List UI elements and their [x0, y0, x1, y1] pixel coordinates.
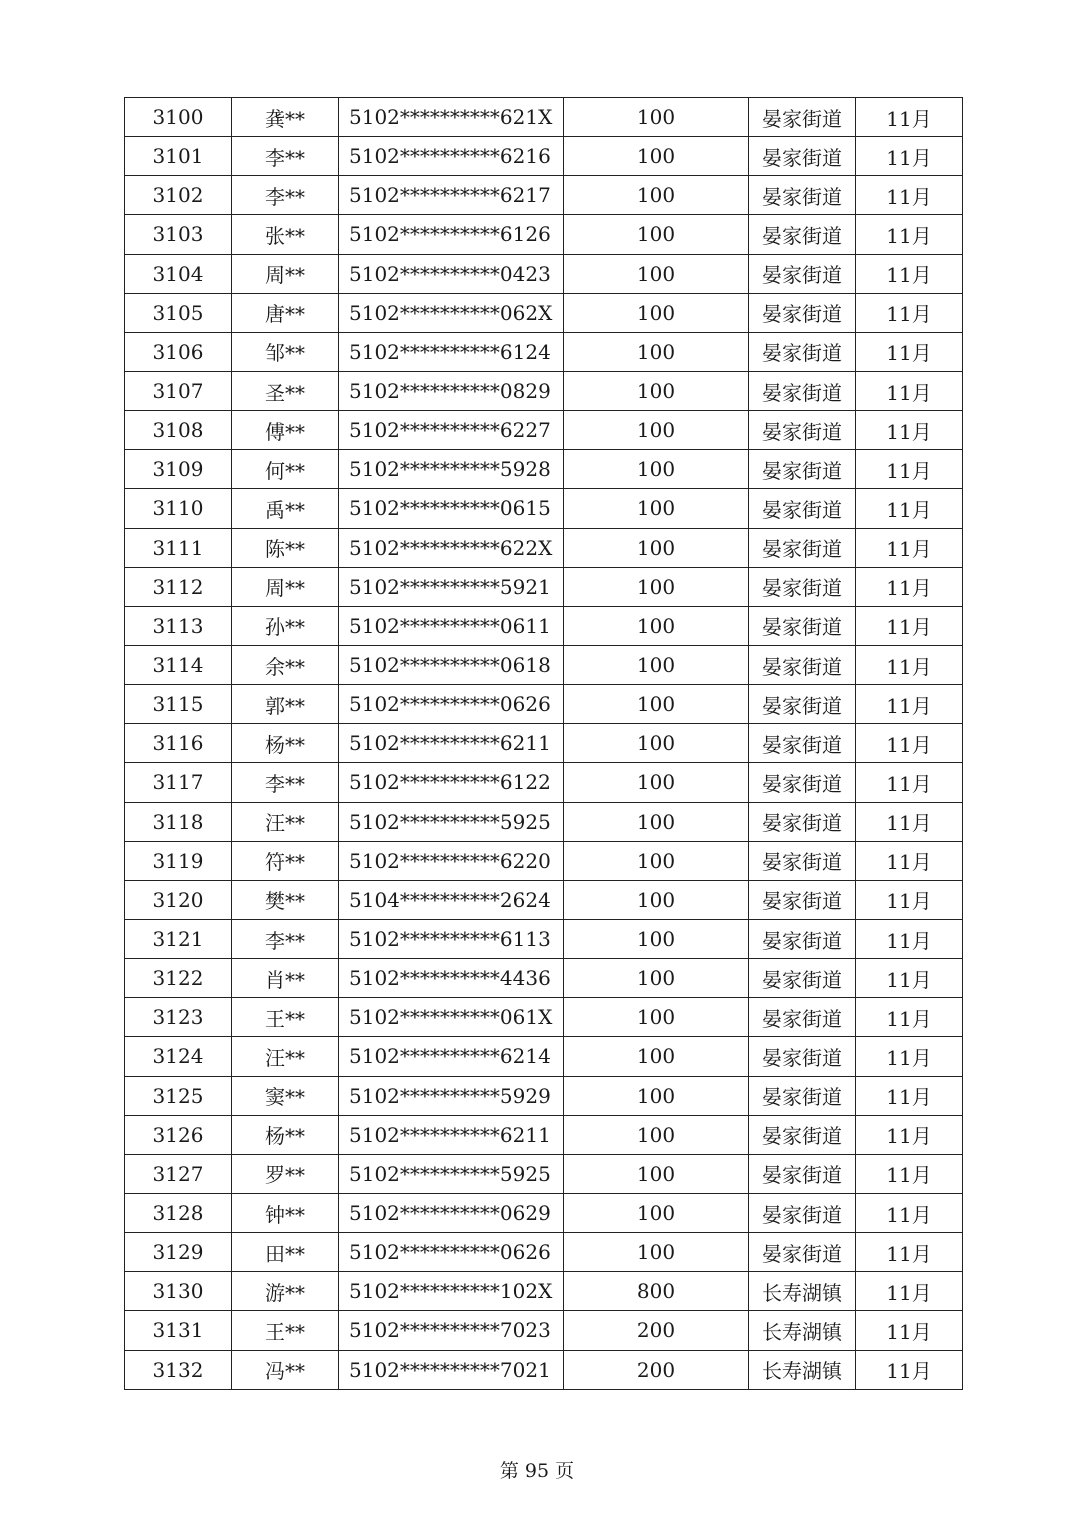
- table-row: [125, 254, 963, 293]
- area-cell: 晏家街道: [749, 1076, 856, 1115]
- area-cell: 晏家街道: [749, 959, 856, 998]
- table-row: [125, 802, 963, 841]
- id-number-cell: 5102**********102X: [339, 1272, 564, 1311]
- id-number-cell: 5102**********6122: [339, 763, 564, 802]
- area-cell: 晏家街道: [749, 1154, 856, 1193]
- month-cell: 11月: [856, 645, 963, 684]
- area-cell: 晏家街道: [749, 567, 856, 606]
- serial-number-cell: 3130: [125, 1272, 232, 1311]
- serial-number-cell: 3104: [125, 254, 232, 293]
- name-cell: 冯**: [232, 1350, 339, 1389]
- page-number: 第 95 页: [499, 1460, 575, 1482]
- serial-number-cell: 3117: [125, 763, 232, 802]
- table-row: [125, 1311, 963, 1350]
- name-cell: 何**: [232, 450, 339, 489]
- area-cell: 晏家街道: [749, 880, 856, 919]
- table-row: [125, 1154, 963, 1193]
- serial-number-cell: 3122: [125, 959, 232, 998]
- name-cell: 孙**: [232, 606, 339, 645]
- name-cell: 李**: [232, 919, 339, 958]
- table-row: [125, 880, 963, 919]
- month-cell: 11月: [856, 1037, 963, 1076]
- table-row: [125, 1037, 963, 1076]
- serial-number-cell: 3114: [125, 645, 232, 684]
- serial-number-cell: 3128: [125, 1193, 232, 1232]
- id-number-cell: 5102**********4436: [339, 959, 564, 998]
- id-number-cell: 5102**********061X: [339, 998, 564, 1037]
- amount-cell: 800: [564, 1272, 749, 1311]
- id-number-cell: 5102**********0423: [339, 254, 564, 293]
- month-cell: 11月: [856, 606, 963, 645]
- id-number-cell: 5102**********0629: [339, 1193, 564, 1232]
- id-number-cell: 5102**********062X: [339, 293, 564, 332]
- month-cell: 11月: [856, 98, 963, 137]
- month-cell: 11月: [856, 528, 963, 567]
- table-row: [125, 567, 963, 606]
- amount-cell: 100: [564, 841, 749, 880]
- area-cell: 长寿湖镇: [749, 1311, 856, 1350]
- id-number-cell: 5102**********6220: [339, 841, 564, 880]
- area-cell: 长寿湖镇: [749, 1350, 856, 1389]
- serial-number-cell: 3101: [125, 137, 232, 176]
- id-number-cell: 5104**********2624: [339, 880, 564, 919]
- amount-cell: 100: [564, 332, 749, 371]
- name-cell: 邹**: [232, 332, 339, 371]
- name-cell: 郭**: [232, 685, 339, 724]
- month-cell: 11月: [856, 685, 963, 724]
- table-row: [125, 1350, 963, 1389]
- serial-number-cell: 3100: [125, 98, 232, 137]
- amount-cell: 100: [564, 880, 749, 919]
- table-row: [125, 841, 963, 880]
- id-number-cell: 5102**********6126: [339, 215, 564, 254]
- area-cell: 晏家街道: [749, 215, 856, 254]
- month-cell: 11月: [856, 841, 963, 880]
- serial-number-cell: 3126: [125, 1115, 232, 1154]
- area-cell: 晏家街道: [749, 606, 856, 645]
- area-cell: 晏家街道: [749, 685, 856, 724]
- table-row: [125, 137, 963, 176]
- name-cell: 窦**: [232, 1076, 339, 1115]
- serial-number-cell: 3129: [125, 1233, 232, 1272]
- id-number-cell: 5102**********0611: [339, 606, 564, 645]
- serial-number-cell: 3116: [125, 724, 232, 763]
- area-cell: 晏家街道: [749, 919, 856, 958]
- month-cell: 11月: [856, 1154, 963, 1193]
- amount-cell: 100: [564, 489, 749, 528]
- amount-cell: 100: [564, 763, 749, 802]
- table-row: [125, 959, 963, 998]
- month-cell: 11月: [856, 371, 963, 410]
- id-number-cell: 5102**********6216: [339, 137, 564, 176]
- month-cell: 11月: [856, 1193, 963, 1232]
- month-cell: 11月: [856, 919, 963, 958]
- amount-cell: 100: [564, 450, 749, 489]
- month-cell: 11月: [856, 254, 963, 293]
- table-row: [125, 998, 963, 1037]
- month-cell: 11月: [856, 450, 963, 489]
- table-row: [125, 1233, 963, 1272]
- table-row: [125, 645, 963, 684]
- amount-cell: 100: [564, 528, 749, 567]
- id-number-cell: 5102**********621X: [339, 98, 564, 137]
- serial-number-cell: 3124: [125, 1037, 232, 1076]
- area-cell: 晏家街道: [749, 763, 856, 802]
- serial-number-cell: 3111: [125, 528, 232, 567]
- amount-cell: 100: [564, 724, 749, 763]
- area-cell: 晏家街道: [749, 1193, 856, 1232]
- table-row: [125, 919, 963, 958]
- month-cell: 11月: [856, 998, 963, 1037]
- serial-number-cell: 3108: [125, 411, 232, 450]
- id-number-cell: 5102**********5929: [339, 1076, 564, 1115]
- serial-number-cell: 3123: [125, 998, 232, 1037]
- id-number-cell: 5102**********0626: [339, 685, 564, 724]
- name-cell: 游**: [232, 1272, 339, 1311]
- table-row: [125, 724, 963, 763]
- month-cell: 11月: [856, 1076, 963, 1115]
- serial-number-cell: 3109: [125, 450, 232, 489]
- table-row: [125, 98, 963, 137]
- amount-cell: 100: [564, 685, 749, 724]
- amount-cell: 100: [564, 919, 749, 958]
- name-cell: 陈**: [232, 528, 339, 567]
- area-cell: 晏家街道: [749, 411, 856, 450]
- id-number-cell: 5102**********6211: [339, 724, 564, 763]
- area-cell: 晏家街道: [749, 1037, 856, 1076]
- month-cell: 11月: [856, 724, 963, 763]
- table-row: [125, 528, 963, 567]
- serial-number-cell: 3119: [125, 841, 232, 880]
- id-number-cell: 5102**********6113: [339, 919, 564, 958]
- month-cell: 11月: [856, 1272, 963, 1311]
- month-cell: 11月: [856, 293, 963, 332]
- amount-cell: 100: [564, 645, 749, 684]
- id-number-cell: 5102**********0615: [339, 489, 564, 528]
- table-row: [125, 1193, 963, 1232]
- table-row: [125, 371, 963, 410]
- amount-cell: 100: [564, 137, 749, 176]
- area-cell: 晏家街道: [749, 98, 856, 137]
- serial-number-cell: 3131: [125, 1311, 232, 1350]
- area-cell: 晏家街道: [749, 802, 856, 841]
- name-cell: 肖**: [232, 959, 339, 998]
- name-cell: 周**: [232, 567, 339, 606]
- amount-cell: 100: [564, 1115, 749, 1154]
- table-row: [125, 489, 963, 528]
- id-number-cell: 5102**********6124: [339, 332, 564, 371]
- name-cell: 李**: [232, 137, 339, 176]
- amount-cell: 100: [564, 998, 749, 1037]
- roster-table: [124, 97, 963, 1390]
- month-cell: 11月: [856, 1311, 963, 1350]
- id-number-cell: 5102**********7021: [339, 1350, 564, 1389]
- month-cell: 11月: [856, 1115, 963, 1154]
- area-cell: 晏家街道: [749, 528, 856, 567]
- name-cell: 王**: [232, 998, 339, 1037]
- serial-number-cell: 3105: [125, 293, 232, 332]
- name-cell: 张**: [232, 215, 339, 254]
- month-cell: 11月: [856, 880, 963, 919]
- name-cell: 李**: [232, 763, 339, 802]
- table-row: [125, 411, 963, 450]
- serial-number-cell: 3113: [125, 606, 232, 645]
- amount-cell: 200: [564, 1311, 749, 1350]
- id-number-cell: 5102**********0618: [339, 645, 564, 684]
- amount-cell: 100: [564, 1233, 749, 1272]
- id-number-cell: 5102**********5925: [339, 1154, 564, 1193]
- table-row: [125, 332, 963, 371]
- month-cell: 11月: [856, 411, 963, 450]
- area-cell: 晏家街道: [749, 371, 856, 410]
- area-cell: 晏家街道: [749, 489, 856, 528]
- month-cell: 11月: [856, 176, 963, 215]
- serial-number-cell: 3127: [125, 1154, 232, 1193]
- amount-cell: 100: [564, 293, 749, 332]
- amount-cell: 100: [564, 371, 749, 410]
- month-cell: 11月: [856, 1233, 963, 1272]
- area-cell: 长寿湖镇: [749, 1272, 856, 1311]
- area-cell: 晏家街道: [749, 645, 856, 684]
- serial-number-cell: 3132: [125, 1350, 232, 1389]
- amount-cell: 100: [564, 254, 749, 293]
- amount-cell: 100: [564, 1076, 749, 1115]
- table-row: [125, 685, 963, 724]
- id-number-cell: 5102**********622X: [339, 528, 564, 567]
- id-number-cell: 5102**********7023: [339, 1311, 564, 1350]
- month-cell: 11月: [856, 332, 963, 371]
- name-cell: 禹**: [232, 489, 339, 528]
- amount-cell: 100: [564, 606, 749, 645]
- amount-cell: 200: [564, 1350, 749, 1389]
- area-cell: 晏家街道: [749, 841, 856, 880]
- name-cell: 周**: [232, 254, 339, 293]
- table-row: [125, 606, 963, 645]
- amount-cell: 100: [564, 98, 749, 137]
- area-cell: 晏家街道: [749, 254, 856, 293]
- serial-number-cell: 3120: [125, 880, 232, 919]
- table-row: [125, 1076, 963, 1115]
- name-cell: 唐**: [232, 293, 339, 332]
- month-cell: 11月: [856, 137, 963, 176]
- name-cell: 汪**: [232, 1037, 339, 1076]
- serial-number-cell: 3112: [125, 567, 232, 606]
- month-cell: 11月: [856, 215, 963, 254]
- name-cell: 龚**: [232, 98, 339, 137]
- month-cell: 11月: [856, 1350, 963, 1389]
- month-cell: 11月: [856, 489, 963, 528]
- id-number-cell: 5102**********5921: [339, 567, 564, 606]
- name-cell: 杨**: [232, 724, 339, 763]
- name-cell: 李**: [232, 176, 339, 215]
- month-cell: 11月: [856, 763, 963, 802]
- roster-table-body: [125, 98, 963, 1390]
- id-number-cell: 5102**********0829: [339, 371, 564, 410]
- area-cell: 晏家街道: [749, 137, 856, 176]
- area-cell: 晏家街道: [749, 998, 856, 1037]
- id-number-cell: 5102**********6227: [339, 411, 564, 450]
- id-number-cell: 5102**********0626: [339, 1233, 564, 1272]
- table-row: [125, 293, 963, 332]
- area-cell: 晏家街道: [749, 450, 856, 489]
- id-number-cell: 5102**********5928: [339, 450, 564, 489]
- amount-cell: 100: [564, 1154, 749, 1193]
- name-cell: 王**: [232, 1311, 339, 1350]
- area-cell: 晏家街道: [749, 332, 856, 371]
- serial-number-cell: 3125: [125, 1076, 232, 1115]
- name-cell: 田**: [232, 1233, 339, 1272]
- id-number-cell: 5102**********6217: [339, 176, 564, 215]
- area-cell: 晏家街道: [749, 724, 856, 763]
- name-cell: 樊**: [232, 880, 339, 919]
- serial-number-cell: 3106: [125, 332, 232, 371]
- month-cell: 11月: [856, 959, 963, 998]
- serial-number-cell: 3110: [125, 489, 232, 528]
- table-row: [125, 1272, 963, 1311]
- month-cell: 11月: [856, 567, 963, 606]
- name-cell: 余**: [232, 645, 339, 684]
- id-number-cell: 5102**********6214: [339, 1037, 564, 1076]
- amount-cell: 100: [564, 802, 749, 841]
- id-number-cell: 5102**********5925: [339, 802, 564, 841]
- serial-number-cell: 3102: [125, 176, 232, 215]
- name-cell: 杨**: [232, 1115, 339, 1154]
- serial-number-cell: 3107: [125, 371, 232, 410]
- name-cell: 汪**: [232, 802, 339, 841]
- amount-cell: 100: [564, 567, 749, 606]
- month-cell: 11月: [856, 802, 963, 841]
- amount-cell: 100: [564, 176, 749, 215]
- area-cell: 晏家街道: [749, 293, 856, 332]
- name-cell: 圣**: [232, 371, 339, 410]
- serial-number-cell: 3118: [125, 802, 232, 841]
- serial-number-cell: 3103: [125, 215, 232, 254]
- area-cell: 晏家街道: [749, 1115, 856, 1154]
- serial-number-cell: 3121: [125, 919, 232, 958]
- area-cell: 晏家街道: [749, 176, 856, 215]
- amount-cell: 100: [564, 1193, 749, 1232]
- table-row: [125, 1115, 963, 1154]
- name-cell: 钟**: [232, 1193, 339, 1232]
- id-number-cell: 5102**********6211: [339, 1115, 564, 1154]
- table-row: [125, 763, 963, 802]
- amount-cell: 100: [564, 215, 749, 254]
- amount-cell: 100: [564, 1037, 749, 1076]
- table-row: [125, 215, 963, 254]
- table-row: [125, 176, 963, 215]
- table-row: [125, 450, 963, 489]
- name-cell: 罗**: [232, 1154, 339, 1193]
- amount-cell: 100: [564, 959, 749, 998]
- name-cell: 符**: [232, 841, 339, 880]
- amount-cell: 100: [564, 411, 749, 450]
- serial-number-cell: 3115: [125, 685, 232, 724]
- area-cell: 晏家街道: [749, 1233, 856, 1272]
- name-cell: 傅**: [232, 411, 339, 450]
